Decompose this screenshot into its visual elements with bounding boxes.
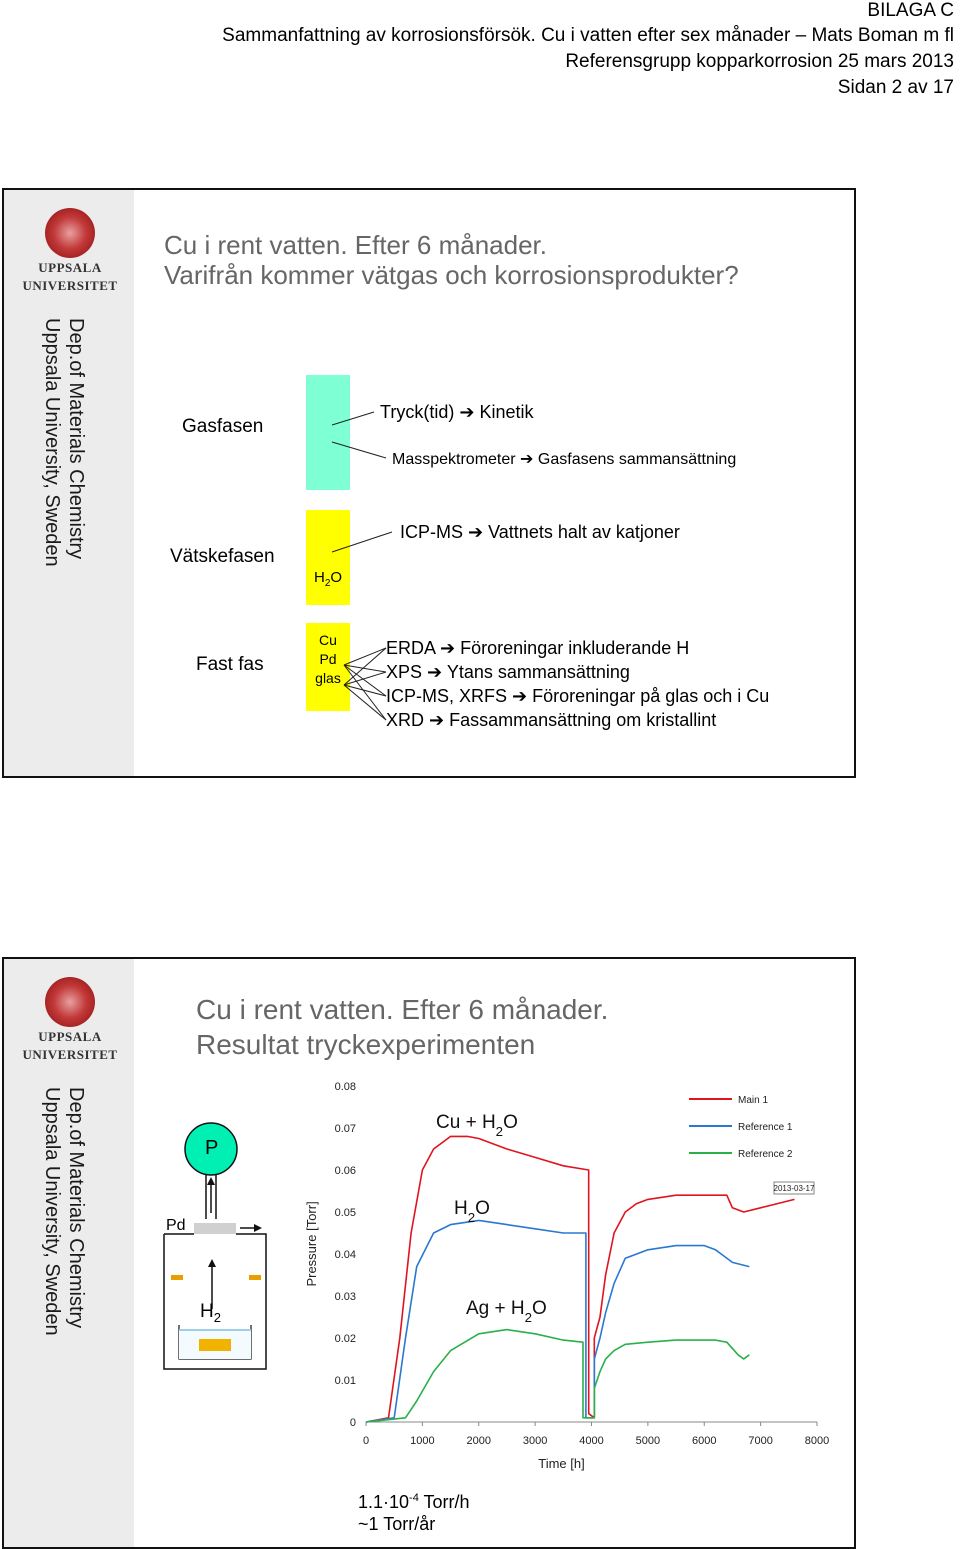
method-icp-left: ICP-MS: [400, 522, 463, 542]
method-xrfs-left: ICP-MS, XRFS: [386, 686, 508, 706]
method-pressure-right: Kinetik: [479, 402, 534, 422]
method-icp-xrfs: [386, 686, 769, 707]
legend-label: Reference 2: [738, 1149, 793, 1160]
seal-icon: [45, 977, 95, 1027]
method-icp-right: Vattnets halt av katjoner: [488, 522, 680, 542]
water-o: O: [330, 569, 343, 586]
water-sub: 2: [324, 578, 331, 589]
slide-1: [2, 188, 856, 778]
arrow-icon: ➔: [427, 662, 443, 683]
logo-line-1: UPPSALA: [38, 1029, 102, 1044]
x-tick-label: 1000: [410, 1435, 435, 1447]
x-tick-label: 3000: [522, 1435, 548, 1447]
method-mass-spec: [392, 449, 736, 469]
pressure-chart: [294, 1074, 854, 1494]
x-tick-label: 8000: [804, 1435, 830, 1447]
rate-prefix: 1.1·10: [358, 1492, 410, 1512]
method-ms-left: Masspektrometer: [392, 451, 516, 468]
x-tick-label: 5000: [635, 1435, 661, 1447]
logo-line-1: UPPSALA: [38, 260, 102, 275]
x-tick-label: 7000: [748, 1435, 773, 1447]
y-tick-label: 0.07: [334, 1123, 356, 1135]
document-subtitle: Referensgrupp kopparkorrosion 25 mars 2013: [565, 51, 954, 72]
method-erda: [386, 638, 689, 659]
arrow-icon: ➔: [440, 638, 456, 659]
university-logo: [22, 977, 118, 1063]
apparatus-p-label: P: [205, 1137, 219, 1159]
page-number: Sidan 2 av 17: [837, 77, 954, 98]
y-tick-label: 0.02: [334, 1333, 356, 1345]
rate-unit: Torr/h: [418, 1492, 470, 1512]
method-xrfs-right: Föroreningar på glas och i Cu: [532, 686, 770, 706]
y-tick-label: 0.05: [334, 1207, 356, 1219]
department-line-1: Dep.of Materials Chemistry: [65, 1087, 87, 1329]
slide-1-title-1: Cu i rent vatten. Efter 6 månader.: [164, 230, 547, 260]
legend-label: Main 1: [738, 1095, 769, 1106]
rate-per-year: ~1 Torr/år: [358, 1514, 436, 1534]
rate-label: [358, 1487, 470, 1535]
arrow-icon: ➔: [459, 402, 475, 423]
arrow-icon: ➔: [468, 522, 484, 543]
method-icp-water: [400, 522, 680, 543]
y-axis-label: Pressure [Torr]: [304, 1201, 319, 1287]
slide-2-title-1: Cu i rent vatten. Efter 6 månader.: [196, 994, 609, 1025]
slide-2: [2, 957, 856, 1549]
department-line-2: Uppsala University, Sweden: [41, 1087, 63, 1336]
slide-1-title-2: Varifrån kommer vätgas och korrosionsprodukter?: [164, 260, 739, 290]
solid-phase-label: Fast fas: [196, 654, 264, 675]
y-tick-label: 0.01: [334, 1375, 356, 1387]
date-label: 2013-03-17: [773, 1184, 815, 1193]
x-tick-label: 0: [362, 1435, 370, 1447]
legend-label: Reference 1: [738, 1122, 793, 1133]
x-tick-label: 4000: [579, 1435, 604, 1447]
y-tick-label: 0.06: [334, 1165, 356, 1177]
x-axis-label: Time [h]: [538, 1456, 585, 1471]
slide-2-title-2: Resultat tryckexperimenten: [196, 1029, 536, 1060]
h2-main: H: [200, 1301, 214, 1322]
annotation-cu-h2o: $Cu + H_2O$: [436, 1112, 518, 1139]
apparatus-h2-label: [200, 1301, 221, 1325]
bilaga-label: BILAGA C: [867, 0, 954, 21]
series-line-main-1: [366, 1136, 794, 1422]
method-erda-left: ERDA: [386, 638, 436, 658]
method-xrd: [386, 710, 716, 731]
x-tick-label: 2000: [466, 1435, 491, 1447]
annotation-ag-h2o: $Ag + H_2O$: [466, 1298, 547, 1325]
y-tick-label: 0.03: [334, 1291, 356, 1303]
series-line-reference-1: [366, 1220, 749, 1422]
arrow-icon: ➔: [520, 449, 534, 468]
solid-pd: Pd: [319, 651, 337, 667]
method-xps-left: XPS: [386, 662, 423, 682]
y-tick-label: 0: [349, 1417, 356, 1429]
y-tick-label: 0.04: [334, 1249, 356, 1261]
water-h: H: [314, 569, 325, 586]
logo-line-2: UNIVERSITET: [22, 1047, 118, 1062]
method-pressure: [380, 402, 533, 423]
apparatus-pd-label: Pd: [166, 1217, 186, 1234]
annotation-h2o: $H_2O$: [454, 1198, 490, 1225]
department-line-1: Dep.of Materials Chemistry: [65, 318, 87, 560]
gas-phase-label: Gasfasen: [182, 416, 264, 437]
logo-line-2: UNIVERSITET: [22, 278, 118, 293]
method-xrd-right: Fassammansättning om kristallint: [449, 710, 717, 730]
method-xps: [386, 662, 630, 683]
arrow-icon: ➔: [429, 710, 445, 731]
arrow-icon: ➔: [512, 686, 528, 707]
y-tick-label: 0.08: [334, 1081, 356, 1093]
method-erda-right: Föroreningar inkluderande H: [460, 638, 690, 658]
method-xps-right: Ytans sammansättning: [446, 662, 630, 682]
rate-exp: -4: [409, 1492, 419, 1504]
department-label: [40, 1087, 88, 1336]
method-pressure-left: Tryck(tid): [380, 402, 455, 422]
document-title: Sammanfattning av korrosionsförsök. Cu i vatten efter sex månader – Mats Boman m fl: [222, 25, 954, 46]
apparatus-diagram: [154, 1109, 294, 1389]
method-ms-right: Gasfasens sammansättning: [537, 451, 737, 468]
solid-glas: glas: [315, 670, 341, 686]
series-line-reference-2: [366, 1330, 749, 1422]
solid-cu: Cu: [319, 632, 337, 648]
x-tick-label: 6000: [692, 1435, 717, 1447]
department-line-2: Uppsala University, Sweden: [41, 318, 63, 567]
h2-sub: 2: [213, 1309, 221, 1325]
liquid-phase-label: Vätskefasen: [170, 546, 275, 567]
method-xrd-left: XRD: [386, 710, 425, 730]
